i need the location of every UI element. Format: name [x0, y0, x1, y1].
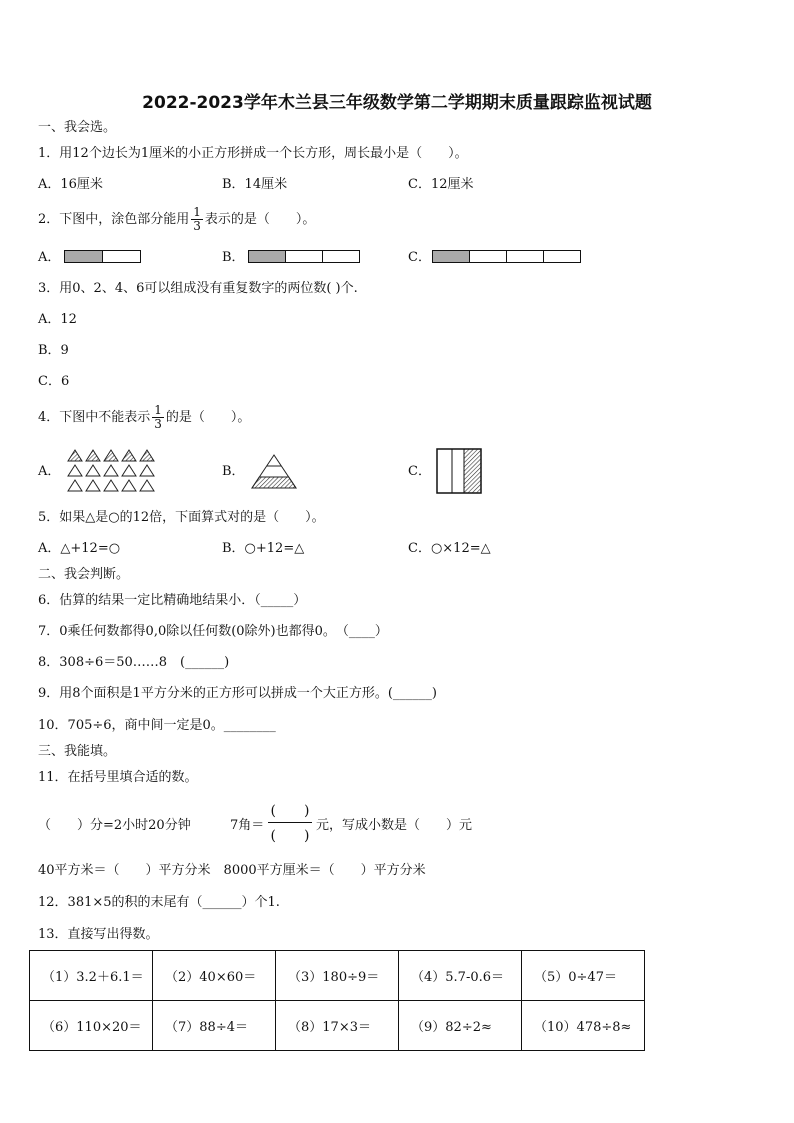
judge-item-8: 8．308÷6＝50……8 (______): [38, 655, 230, 670]
judge-item-9: 9．用8个面积是1平方分米的正方形可以拼成一个大正方形。(______): [38, 686, 437, 701]
q1-option-b[interactable]: B．14厘米: [222, 177, 288, 192]
page-title: 2022-2023学年木兰县三年级数学第二学期期末质量跟踪监视试题: [142, 93, 652, 113]
table-row: [30, 1001, 645, 1051]
q2-bar-b-figure: [248, 250, 362, 264]
judge-item-6: 6．估算的结果一定比精确地结果小．（_____）: [38, 593, 307, 608]
fraction-numerator: 1: [154, 403, 162, 417]
question-5: 5．如果△是○的12倍，下面算式对的是（ ）。: [38, 510, 325, 525]
q4-text-before: 4．下图中不能表示: [38, 410, 151, 425]
calc-cell: （6）110×20＝: [30, 1001, 153, 1051]
calculation-table: [29, 950, 645, 1051]
q3-option-c[interactable]: C．6: [38, 374, 70, 389]
judge-item-10: 10．705÷6，商中间一定是0。________: [38, 718, 276, 733]
calc-cell: （3）180÷9＝: [276, 951, 399, 1001]
calc-cell: （8）17×3＝: [276, 1001, 399, 1051]
question-11: 11．在括号里填合适的数。: [38, 770, 198, 785]
calc-cell: （10）478÷8≈: [522, 1001, 645, 1051]
q5-option-b[interactable]: B．○+12=△: [222, 541, 305, 556]
section-heading-3: 三、我能填。: [38, 744, 117, 759]
section-heading-2: 二、我会判断。: [38, 567, 130, 582]
layered-triangle-figure: [248, 452, 300, 490]
q2-option-a[interactable]: A．: [38, 250, 61, 265]
question-12: 12．381×5的积的末尾有（______）个1.: [38, 895, 280, 910]
q11-fraction: [268, 800, 312, 845]
question-4: [38, 403, 250, 433]
q2-bar-a-figure: [64, 250, 142, 264]
q1-option-a[interactable]: A．16厘米: [38, 177, 103, 192]
one-third-fraction: [152, 404, 164, 431]
calc-cell: （9）82÷2≈: [399, 1001, 522, 1051]
q2-bar-c-figure: [432, 250, 584, 264]
q11-decimal-blank: 元，写成小数是（ ）元: [316, 818, 473, 833]
fraction-numerator: 1: [193, 205, 201, 219]
calc-cell: （2）40×60＝: [153, 951, 276, 1001]
fraction-numerator-blank: ( ): [270, 803, 310, 819]
triangles-grid-figure: [66, 448, 158, 494]
calc-cell: （1）3.2＋6.1＝: [30, 951, 153, 1001]
q2-text-before: 2．下图中，涂色部分能用: [38, 212, 190, 227]
q4-text-after: 的是（ ）。: [165, 410, 251, 425]
q2-option-c[interactable]: C．: [408, 250, 431, 265]
calc-cell: （7）88÷4＝: [153, 1001, 276, 1051]
q11-jiao-label: 7角＝: [230, 818, 265, 833]
q11-area-line: 40平方米＝（ ）平方分米 8000平方厘米＝（ ）平方分米: [38, 863, 426, 878]
q3-option-b[interactable]: B．9: [38, 343, 69, 358]
question-1: 1．用12个边长为1厘米的小正方形拼成一个长方形，周长最小是（ ）。: [38, 146, 468, 161]
fraction-denominator-blank: ( ): [270, 828, 310, 844]
fraction-denominator: 3: [193, 219, 201, 233]
section-heading-1: 一、我会选。: [38, 120, 117, 135]
one-third-fraction: [191, 206, 203, 233]
divided-rectangle-figure: [436, 448, 484, 496]
table-row: [30, 951, 645, 1001]
question-13: 13．直接写出得数。: [38, 927, 159, 942]
q2-text-after: 表示的是（ ）。: [204, 212, 316, 227]
q4-option-a[interactable]: A．: [38, 464, 61, 479]
q4-option-c[interactable]: C．: [408, 464, 431, 479]
judge-item-7: 7．0乘任何数都得0,0除以任何数(0除外)也都得0。 （____）: [38, 624, 388, 639]
fraction-denominator: 3: [154, 417, 162, 431]
q4-option-b[interactable]: B．: [222, 464, 245, 479]
q1-option-c[interactable]: C．12厘米: [408, 177, 474, 192]
fraction-bar: [268, 822, 312, 823]
q5-option-a[interactable]: A．△+12=○: [38, 541, 121, 556]
q11-minutes-blank: （ ）分=2小时20分钟: [38, 818, 191, 833]
calc-cell: （4）5.7-0.6＝: [399, 951, 522, 1001]
calc-cell: （5）0÷47＝: [522, 951, 645, 1001]
q5-option-c[interactable]: C．○×12=△: [408, 541, 491, 556]
q2-option-b[interactable]: B．: [222, 250, 245, 265]
question-2: [38, 205, 315, 235]
q3-option-a[interactable]: A．12: [38, 312, 77, 327]
question-3: 3．用0、2、4、6可以组成没有重复数字的两位数( )个.: [38, 281, 358, 296]
